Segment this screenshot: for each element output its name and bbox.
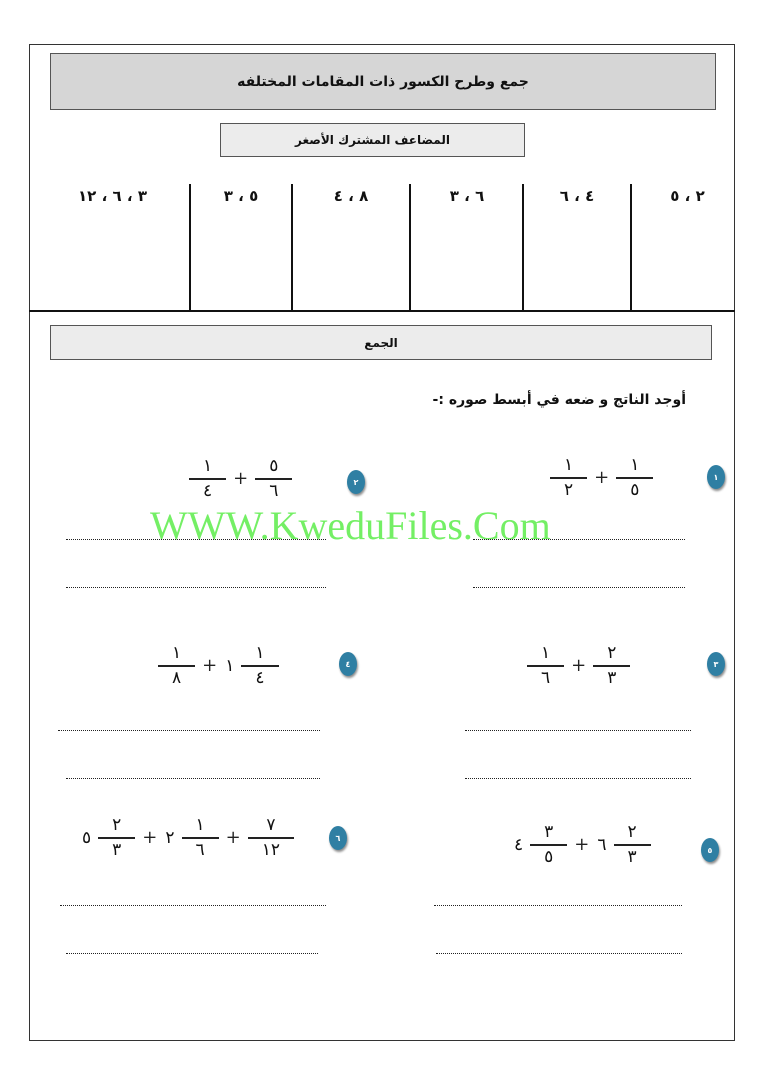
plus-sign: + xyxy=(594,467,610,489)
answer-line xyxy=(66,953,318,954)
watermark-text: WWW.KweduFiles.Com xyxy=(150,503,551,548)
answer-line xyxy=(60,905,326,906)
answer-line xyxy=(465,778,691,779)
addition-heading: الجمع xyxy=(50,325,712,360)
lcm-divider xyxy=(291,184,293,310)
problem-4-badge: ٤ xyxy=(339,652,357,676)
answer-line xyxy=(66,778,320,779)
answer-line xyxy=(66,539,326,540)
instruction-text: أوجد الناتج و ضعه في أبسط صوره :- xyxy=(432,392,686,408)
problem-3-badge: ٣ xyxy=(707,652,725,676)
problem-1-badge: ١ xyxy=(707,465,725,489)
problem-2-expression xyxy=(186,457,295,501)
whole-number: ١ xyxy=(225,655,235,676)
fraction: $\frac{١}{٤}$ xyxy=(189,457,226,501)
lcm-group-6: ٢ ، ٥ xyxy=(670,187,705,205)
plus-sign: + xyxy=(574,834,590,856)
fraction: $\frac{٢}{٣}$ xyxy=(98,816,135,860)
answer-line xyxy=(434,905,682,906)
lcm-group-4: ٦ ، ٣ xyxy=(449,187,485,205)
lcm-group-3: ٨ ، ٤ xyxy=(333,187,369,205)
plus-sign: + xyxy=(142,827,158,849)
fraction: $\frac{١}{٨}$ xyxy=(158,644,195,688)
problem-1-expression xyxy=(547,456,656,500)
lcm-divider xyxy=(189,184,191,310)
lcm-group-5: ٤ ، ٦ xyxy=(559,187,595,205)
answer-line xyxy=(465,730,691,731)
lcm-divider xyxy=(409,184,411,310)
worksheet-title: جمع وطرح الكسور ذات المقامات المختلفه xyxy=(50,53,716,110)
lcm-group-1: ٣ ، ٦ ، ١٢ xyxy=(78,187,147,205)
lcm-divider xyxy=(522,184,524,310)
plus-sign: + xyxy=(225,827,241,849)
section-divider xyxy=(29,310,735,312)
whole-number: ٥ xyxy=(82,827,92,848)
answer-line xyxy=(66,587,326,588)
whole-number: ٦ xyxy=(597,834,607,855)
problem-3-expression xyxy=(524,644,633,688)
problem-5-badge: ٥ xyxy=(701,838,719,862)
whole-number: ٤ xyxy=(514,834,524,855)
fraction: $\frac{١}{٤}$ xyxy=(241,644,278,688)
answer-line xyxy=(473,587,685,588)
plus-sign: + xyxy=(202,655,218,677)
problem-5-expression xyxy=(510,823,654,867)
lcm-heading: المضاعف المشترك الأصغر xyxy=(220,123,525,157)
fraction: $\frac{٧}{١٢}$ xyxy=(248,816,294,860)
plus-sign: + xyxy=(233,468,249,490)
fraction: $\frac{٢}{٣}$ xyxy=(593,644,630,688)
fraction: $\frac{١}{٢}$ xyxy=(550,456,587,500)
fraction: $\frac{٣}{٥}$ xyxy=(530,823,567,867)
fraction: $\frac{٥}{٦}$ xyxy=(255,457,292,501)
fraction: $\frac{١}{٦}$ xyxy=(527,644,564,688)
answer-line xyxy=(436,953,682,954)
whole-number: ٢ xyxy=(165,827,175,848)
lcm-divider xyxy=(630,184,632,310)
answer-line xyxy=(473,539,685,540)
fraction: $\frac{٢}{٣}$ xyxy=(614,823,651,867)
problem-6-expression xyxy=(78,816,297,860)
problem-6-badge: ٦ xyxy=(329,826,347,850)
answer-line xyxy=(58,730,320,731)
lcm-group-2: ٥ ، ٣ xyxy=(223,187,259,205)
problem-4-expression xyxy=(155,644,282,688)
fraction: $\frac{١}{٦}$ xyxy=(182,816,219,860)
plus-sign: + xyxy=(571,655,587,677)
problem-2-badge: ٢ xyxy=(347,470,365,494)
fraction: $\frac{١}{٥}$ xyxy=(616,456,653,500)
